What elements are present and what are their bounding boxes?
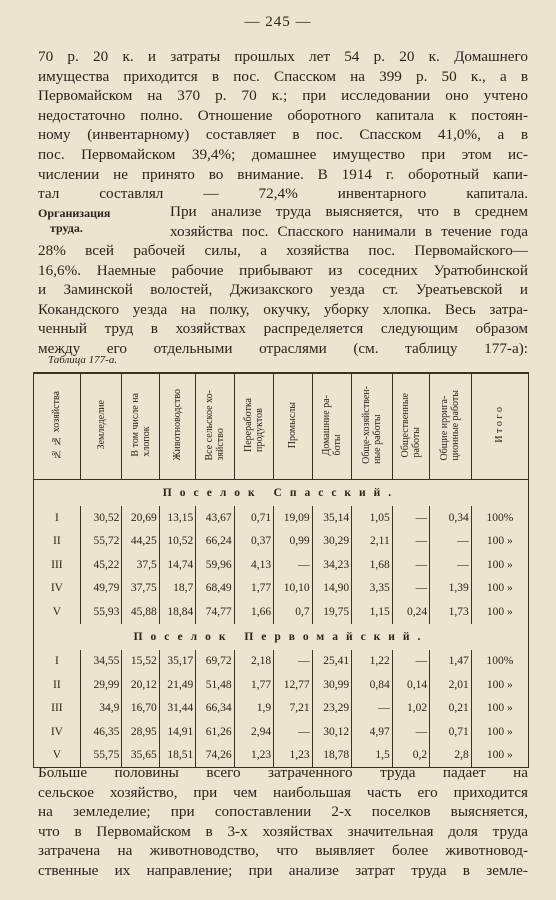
- table-cell: 0,71: [234, 506, 274, 530]
- table-cell: 16,70: [122, 697, 159, 721]
- text-line: ственные их направление; при анализе затрат труда в земле-: [38, 861, 528, 879]
- text-line: Больше половины всего затраченного труда падает на: [38, 764, 528, 781]
- table-cell: 68,49: [196, 577, 234, 601]
- table-cell: 1,23: [234, 744, 274, 768]
- column-header: [34, 373, 81, 480]
- table-cell: 35,17: [159, 650, 195, 674]
- table-row: [34, 673, 529, 697]
- table-cell: 28,95: [122, 720, 159, 744]
- table-row: [34, 506, 529, 530]
- table-cell: 19,75: [312, 600, 352, 624]
- section-title: Поселок Первомайский.: [133, 630, 429, 643]
- farm-number-cell: I: [34, 506, 81, 530]
- table-row: [34, 600, 529, 624]
- table-cell: 100%: [471, 506, 528, 530]
- table-cell: 69,72: [196, 650, 234, 674]
- text-line: ному (инвентарному) составляет в пос. Спасском 41,0%, а в: [38, 126, 528, 144]
- table-cell: —: [274, 650, 312, 674]
- table-cell: 20,69: [122, 506, 159, 530]
- table-cell: 1,39: [430, 577, 472, 601]
- table-cell: 1,73: [430, 600, 472, 624]
- column-header: [122, 373, 159, 480]
- table-row: [34, 720, 529, 744]
- column-header: [312, 373, 352, 480]
- table-cell: 100 »: [471, 697, 528, 721]
- table-cell: 2,94: [234, 720, 274, 744]
- table-row: [34, 530, 529, 554]
- section-title: Поселок Спасский.: [162, 487, 400, 499]
- text-line: При анализе труда выясняется, что в среднем: [170, 203, 528, 220]
- side-heading-organization: [38, 206, 110, 236]
- table-cell: 3,35: [352, 577, 393, 601]
- table-cell: —: [274, 720, 312, 744]
- text-line: затрачена на животноводство, что выявляет более животновод-: [38, 842, 528, 860]
- table-cell: 18,51: [159, 744, 195, 768]
- table-cell: 0,34: [430, 506, 472, 530]
- column-header: [80, 373, 122, 480]
- table-cell: 100 »: [471, 744, 528, 768]
- table-cell: 13,15: [159, 506, 195, 530]
- table-cell: —: [430, 553, 472, 577]
- table-cell: 34,55: [80, 650, 122, 674]
- table-cell: 51,48: [196, 673, 234, 697]
- table-cell: 29,99: [80, 673, 122, 697]
- farm-number-cell: II: [34, 673, 81, 697]
- column-header: [352, 373, 393, 480]
- table-cell: 20,12: [122, 673, 159, 697]
- table-cell: —: [392, 506, 429, 530]
- table-cell: 0,21: [430, 697, 472, 721]
- table-cell: 1,05: [352, 506, 393, 530]
- column-header: [234, 373, 274, 480]
- table-cell: 1,68: [352, 553, 393, 577]
- table-cell: 19,09: [274, 506, 312, 530]
- table-cell: 14,90: [312, 577, 352, 601]
- table-cell: 18,78: [312, 744, 352, 768]
- table-cell: 2,01: [430, 673, 472, 697]
- labor-table-wrap: [33, 372, 529, 762]
- table-cell: 43,67: [196, 506, 234, 530]
- table-cell: 0,37: [234, 530, 274, 554]
- table-cell: 74,77: [196, 600, 234, 624]
- table-cell: 66,24: [196, 530, 234, 554]
- farm-number-cell: I: [34, 650, 81, 674]
- text-line: 28% всей рабочей силы, а хозяйства пос. Первомайского—: [38, 242, 528, 259]
- text-line: на земледелие; при сопоставлении 2-х поселков выясняется,: [38, 803, 528, 821]
- table-header-row: [34, 373, 529, 480]
- column-header-label: Земледелие: [95, 400, 107, 450]
- table-cell: 59,96: [196, 553, 234, 577]
- table-cell: 30,52: [80, 506, 122, 530]
- table-row: [34, 553, 529, 577]
- table-cell: 0,14: [392, 673, 429, 697]
- table-cell: 45,88: [122, 600, 159, 624]
- farm-number-cell: IV: [34, 720, 81, 744]
- table-cell: 1,02: [392, 697, 429, 721]
- section-header-row: [34, 480, 529, 507]
- table-cell: —: [274, 553, 312, 577]
- table-cell: 37,5: [122, 553, 159, 577]
- text-line: сельское хозяйство, при чем наибольшая часть его приходится: [38, 783, 528, 801]
- table-cell: —: [352, 697, 393, 721]
- table-cell: 74,26: [196, 744, 234, 768]
- table-caption: Таблица 177-а.: [48, 354, 118, 366]
- table-cell: 4,13: [234, 553, 274, 577]
- table-cell: 55,75: [80, 744, 122, 768]
- text-line: что в Первомайском в 3-х хозяйствах значительная доля труда: [38, 822, 528, 840]
- table-cell: 1,22: [352, 650, 393, 674]
- table-cell: —: [392, 720, 429, 744]
- table-cell: 0,2: [392, 744, 429, 768]
- table-cell: 31,44: [159, 697, 195, 721]
- table-cell: —: [430, 530, 472, 554]
- column-header: [159, 373, 195, 480]
- column-header: [196, 373, 234, 480]
- table-cell: 55,72: [80, 530, 122, 554]
- column-header-label: Все сельское хо- зяйство: [203, 389, 226, 461]
- text-line: имущества приходится в пос. Спасском на 399 р. 50 к., а в: [38, 67, 528, 85]
- text-line: пос. Первомайском 39,4%; домашнее имущество при этом ис-: [38, 145, 528, 163]
- table-cell: 0,99: [274, 530, 312, 554]
- farm-number-cell: III: [34, 553, 81, 577]
- column-header: [392, 373, 429, 480]
- table-cell: 2,8: [430, 744, 472, 768]
- table-cell: 4,97: [352, 720, 393, 744]
- table-cell: 1,66: [234, 600, 274, 624]
- column-header-label: Животноводство: [171, 389, 183, 461]
- table-row: [34, 577, 529, 601]
- text-line: числении не принято во внимание. В 1914 г. оборотный капи-: [38, 165, 528, 183]
- table-cell: 35,14: [312, 506, 352, 530]
- table-cell: 1,77: [234, 577, 274, 601]
- table-cell: 2,11: [352, 530, 393, 554]
- table-cell: —: [392, 577, 429, 601]
- text-line: Кокандского уезда на полку, окучку, уборку хлопка. Весь затра-: [38, 300, 528, 318]
- paragraph-capital: [38, 47, 528, 204]
- column-header: [430, 373, 472, 480]
- table-cell: 55,93: [80, 600, 122, 624]
- table-cell: —: [392, 530, 429, 554]
- table-cell: 61,26: [196, 720, 234, 744]
- table-cell: 100 »: [471, 577, 528, 601]
- labor-distribution-table: [33, 372, 529, 768]
- paragraph-labor: [38, 241, 528, 359]
- table-cell: 49,79: [80, 577, 122, 601]
- table-cell: 10,10: [274, 577, 312, 601]
- text-line: хозяйства пос. Спасского нанимали в течение года: [170, 222, 528, 240]
- paragraph-conclusion: [38, 763, 528, 881]
- table-cell: 10,52: [159, 530, 195, 554]
- side-heading-line: труда.: [50, 221, 83, 235]
- text-line: тал составлял — 72,4% инвентарного капитала.: [38, 185, 528, 203]
- side-heading-line: Организация: [38, 206, 111, 220]
- table-cell: 1,5: [352, 744, 393, 768]
- table-cell: 1,47: [430, 650, 472, 674]
- table-cell: 18,7: [159, 577, 195, 601]
- table-cell: 21,49: [159, 673, 195, 697]
- table-cell: 100%: [471, 650, 528, 674]
- table-cell: 1,15: [352, 600, 393, 624]
- column-header-label: В том числе на хлопок: [129, 393, 152, 457]
- farm-number-cell: V: [34, 600, 81, 624]
- table-cell: 100 »: [471, 600, 528, 624]
- table-cell: 100 »: [471, 530, 528, 554]
- farm-number-cell: IV: [34, 577, 81, 601]
- text-line: 70 р. 20 к. и затраты прошлых лет 54 р. 20 к. Домашнего: [38, 48, 528, 65]
- table-row: [34, 650, 529, 674]
- text-line: между его отдельными отраслями (см. таблицу 177-а):: [38, 339, 528, 357]
- table-cell: 0,7: [274, 600, 312, 624]
- farm-number-cell: III: [34, 697, 81, 721]
- section-header-row: [34, 624, 529, 650]
- column-header: [471, 373, 528, 480]
- table-cell: 2,18: [234, 650, 274, 674]
- table-cell: —: [392, 553, 429, 577]
- table-cell: 35,65: [122, 744, 159, 768]
- column-header-label: № № хозяйства: [51, 390, 63, 460]
- table-cell: 100 »: [471, 673, 528, 697]
- column-header-label: И т о г о: [494, 407, 506, 443]
- table-cell: 15,52: [122, 650, 159, 674]
- table-cell: 1,9: [234, 697, 274, 721]
- column-header-label: Общие ирригa- ционные работы: [439, 389, 462, 461]
- column-header-label: Общественные работы: [399, 392, 422, 458]
- table-cell: 100 »: [471, 720, 528, 744]
- text-line: Первомайском на 370 р. 70 к.; при исследовании оно учтено: [38, 87, 528, 105]
- table-cell: 30,12: [312, 720, 352, 744]
- farm-number-cell: II: [34, 530, 81, 554]
- table-cell: —: [392, 650, 429, 674]
- table-cell: 12,77: [274, 673, 312, 697]
- table-cell: 0,24: [392, 600, 429, 624]
- table-cell: 30,99: [312, 673, 352, 697]
- table-cell: 44,25: [122, 530, 159, 554]
- text-line: и Заминской волостей, Джизакского уезда ст. Уреатьевской и: [38, 281, 528, 299]
- table-cell: 66,34: [196, 697, 234, 721]
- table-cell: 34,9: [80, 697, 122, 721]
- table-cell: 1,77: [234, 673, 274, 697]
- column-header-label: Промыслы: [287, 401, 299, 449]
- column-header-label: Обще-хозяйствен- ные работы: [360, 386, 383, 464]
- table-cell: 30,29: [312, 530, 352, 554]
- table-cell: 23,29: [312, 697, 352, 721]
- table-cell: 18,84: [159, 600, 195, 624]
- table-cell: 0,71: [430, 720, 472, 744]
- column-header-label: Переработка продуктов: [242, 397, 265, 452]
- text-line: ченный труд в хозяйствах распределяется следующим образом: [38, 320, 528, 338]
- table-cell: 1,23: [274, 744, 312, 768]
- paragraph-labor-intro: [170, 202, 528, 241]
- table-cell: 100 »: [471, 553, 528, 577]
- table-cell: 7,21: [274, 697, 312, 721]
- table-cell: 45,22: [80, 553, 122, 577]
- farm-number-cell: V: [34, 744, 81, 768]
- table-cell: 25,41: [312, 650, 352, 674]
- table-cell: 34,23: [312, 553, 352, 577]
- table-cell: 14,74: [159, 553, 195, 577]
- table-cell: 37,75: [122, 577, 159, 601]
- table-cell: 14,91: [159, 720, 195, 744]
- column-header: [274, 373, 312, 480]
- table-cell: 46,35: [80, 720, 122, 744]
- table-row: [34, 697, 529, 721]
- text-line: 16,6%. Наемные рабочие прибывают из соседних Уратюбинской: [38, 261, 528, 279]
- table-cell: 0,84: [352, 673, 393, 697]
- page-number: — 245 —: [244, 14, 312, 30]
- column-header-label: Домашние ра- боты: [320, 394, 343, 456]
- text-line: недостаточно полно. Отношение оборотного капитала к постоян-: [38, 106, 528, 124]
